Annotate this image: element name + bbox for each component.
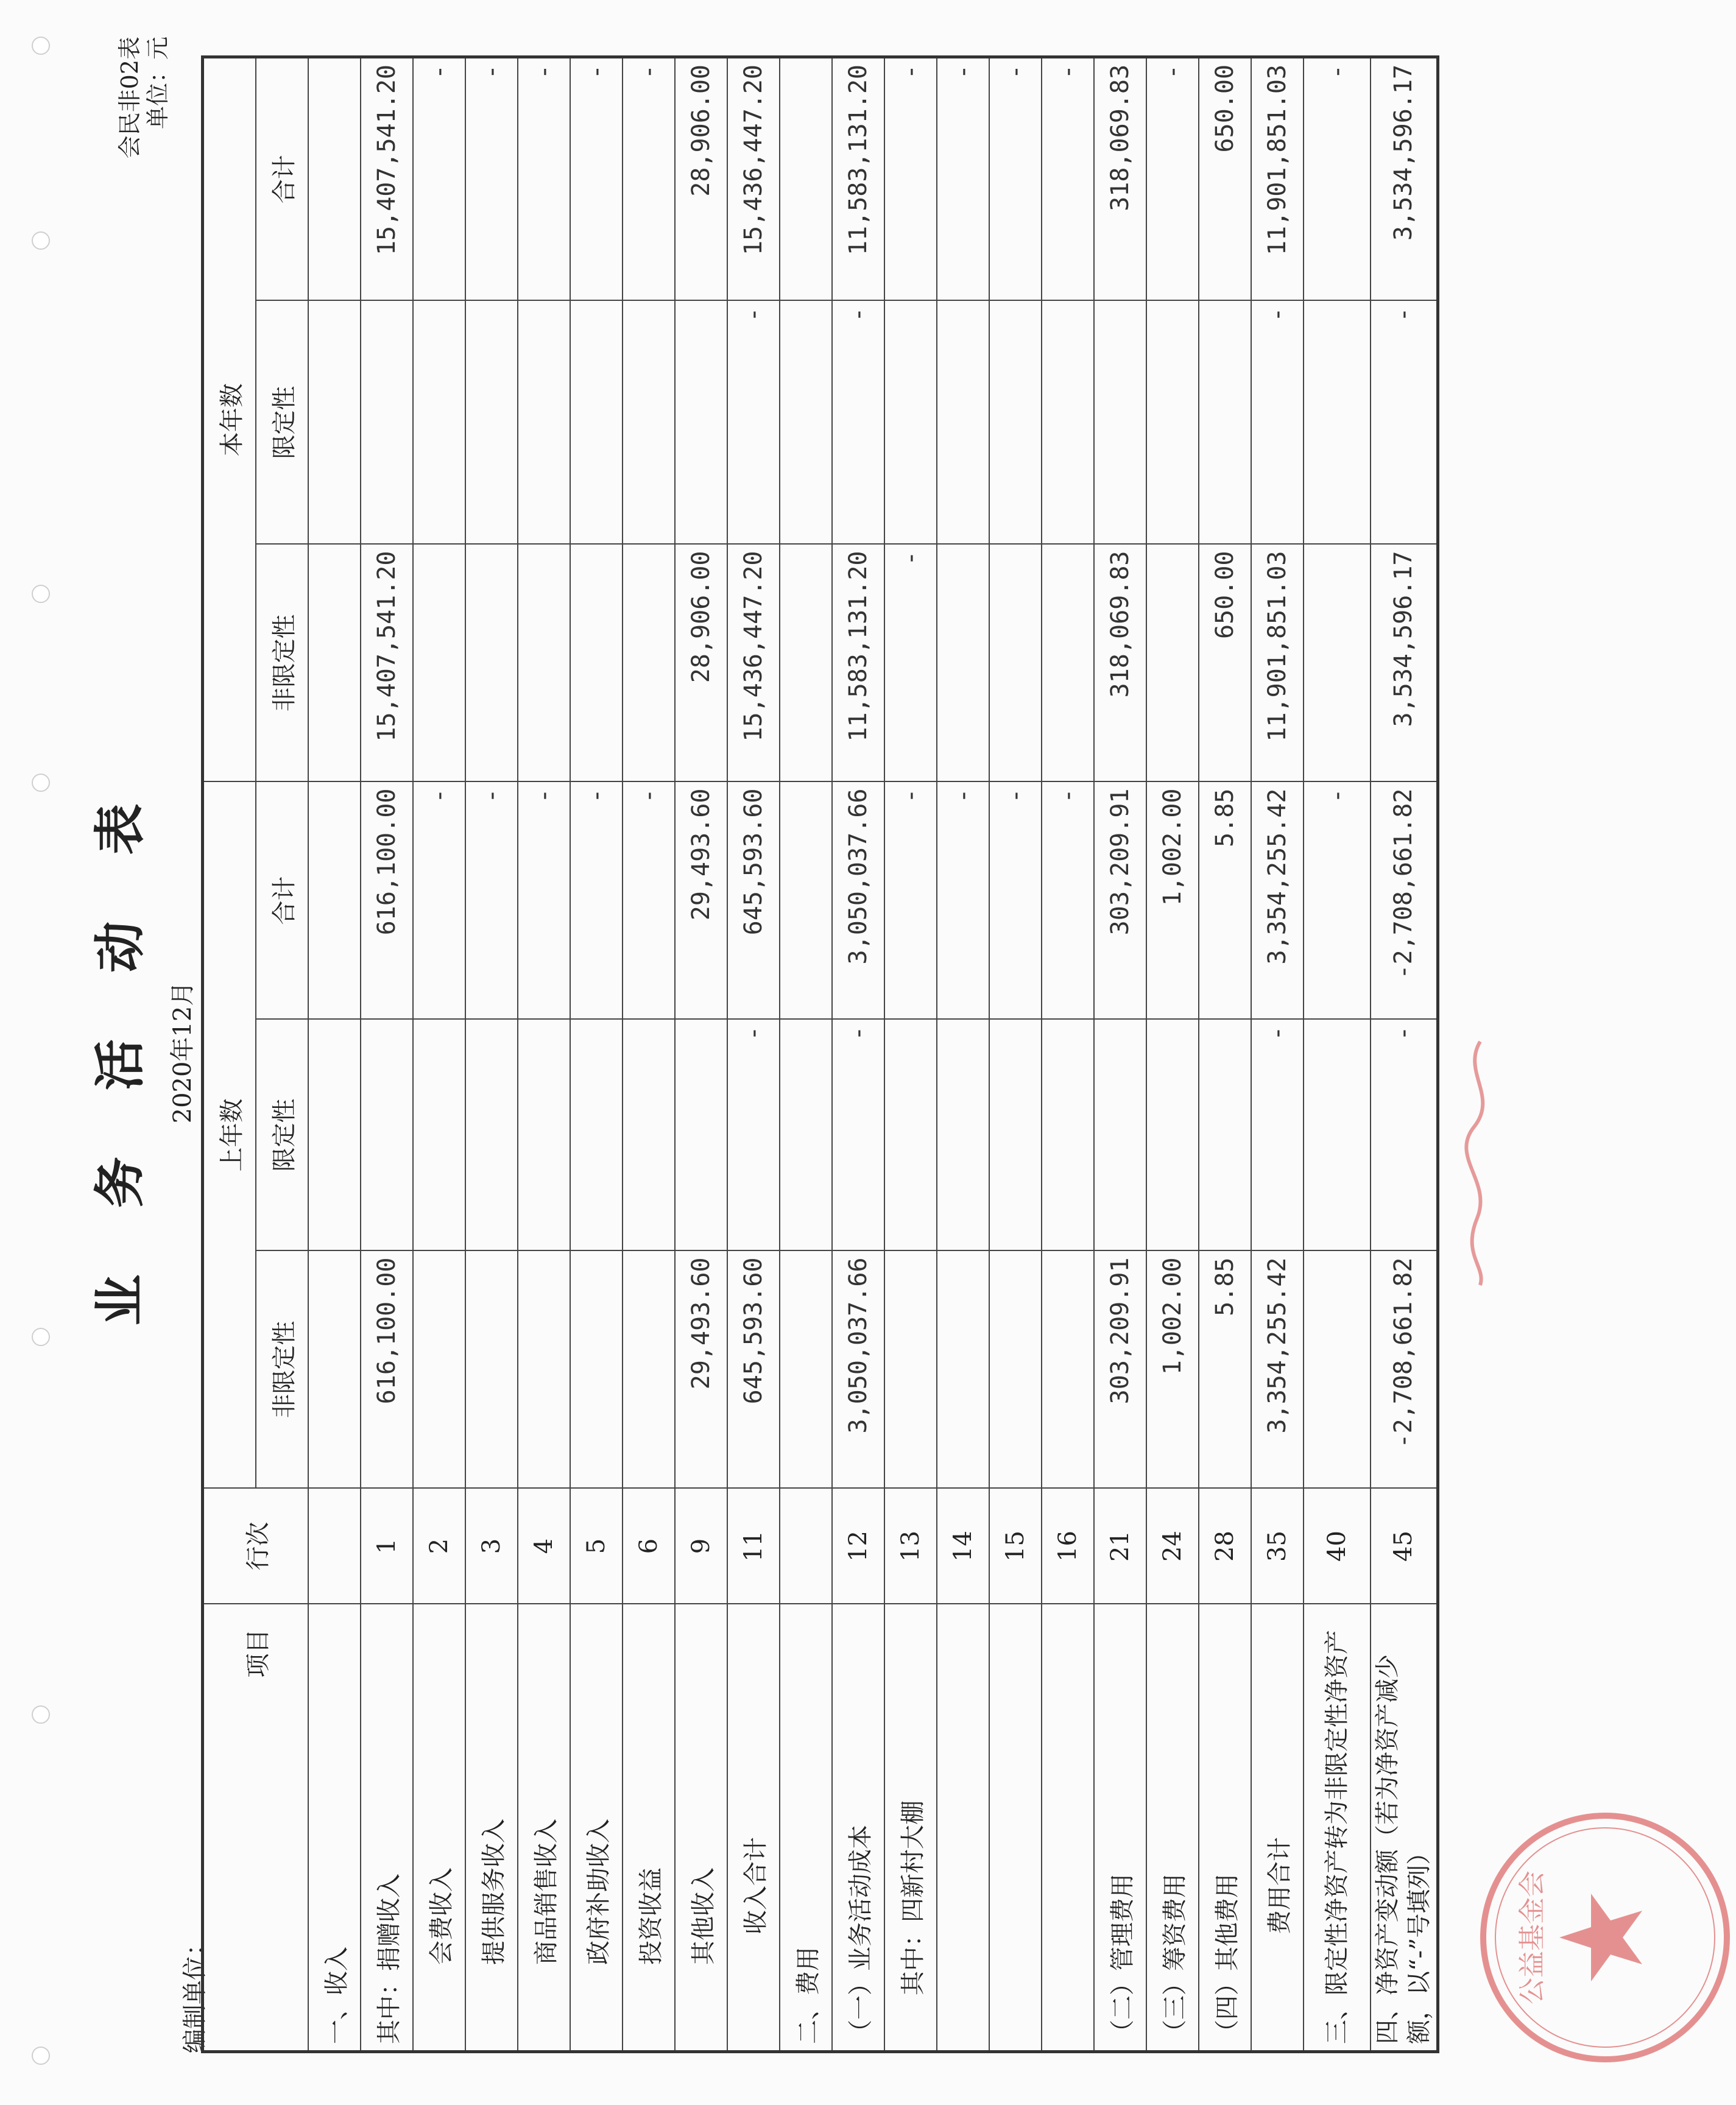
- prev-total-cell: -: [1304, 781, 1371, 1019]
- table-row: [727, 57, 780, 2051]
- cur-unrestricted-cell: 11,901,851.03: [1251, 544, 1304, 781]
- prev-total-cell: -: [884, 781, 937, 1019]
- prev-unrestricted-cell: 645,593.60: [727, 1251, 780, 1489]
- activity-table: [201, 55, 1439, 2053]
- cur-total-cell: [308, 57, 361, 300]
- form-code: 会民非02表: [116, 37, 143, 159]
- row-label: 投资收益: [623, 1604, 675, 2052]
- header-py-restricted: 限定性: [256, 1020, 308, 1251]
- prev-unrestricted-cell: 303,209.91: [1094, 1251, 1146, 1489]
- prev-restricted-cell: [1304, 1020, 1371, 1251]
- prev-total-cell: [308, 781, 361, 1019]
- table-row: [937, 57, 989, 2051]
- svg-text:公益基金会: 公益基金会: [1517, 1871, 1548, 2005]
- cur-total-cell: 3,534,596.17: [1371, 57, 1438, 300]
- unit-label: 单位：元: [144, 37, 171, 130]
- prev-restricted-cell: [937, 1020, 989, 1251]
- cur-total-cell: -: [989, 57, 1042, 300]
- cur-unrestricted-cell: 650.00: [1199, 544, 1251, 781]
- row-line-number: 2: [413, 1489, 465, 1604]
- cur-total-cell: -: [413, 57, 465, 300]
- prev-total-cell: -: [413, 781, 465, 1019]
- cur-total-cell: -: [465, 57, 518, 300]
- table-row: [1371, 57, 1438, 2051]
- row-line-number: 21: [1094, 1489, 1146, 1604]
- prev-unrestricted-cell: [570, 1251, 623, 1489]
- row-label: 费用合计: [1251, 1604, 1304, 2052]
- prev-unrestricted-cell: [308, 1251, 361, 1489]
- prev-restricted-cell: [623, 1020, 675, 1251]
- prev-unrestricted-cell: -2,708,661.82: [1371, 1251, 1438, 1489]
- form-code-block: [116, 37, 172, 158]
- table-row: [518, 57, 570, 2051]
- row-line-number: 12: [832, 1489, 884, 1604]
- row-label: 提供服务收入: [465, 1604, 518, 2052]
- compiler-label: 编制单位：: [181, 1931, 209, 2053]
- cur-total-cell: -: [570, 57, 623, 300]
- table-row: [884, 57, 937, 2051]
- cur-total-cell: -: [937, 57, 989, 300]
- cur-total-cell: -: [1304, 57, 1371, 300]
- row-line-number: 5: [570, 1489, 623, 1604]
- cur-restricted-cell: -: [1251, 300, 1304, 544]
- cur-restricted-cell: [1094, 300, 1146, 544]
- prev-total-cell: -: [570, 781, 623, 1019]
- prev-restricted-cell: -: [727, 1020, 780, 1251]
- row-label: 二、费用: [780, 1604, 832, 2052]
- table-row: [1199, 57, 1251, 2051]
- prev-total-cell: 29,493.60: [675, 781, 727, 1019]
- prev-unrestricted-cell: [413, 1251, 465, 1489]
- cur-unrestricted-cell: 28,906.00: [675, 544, 727, 781]
- header-row-1: [203, 57, 256, 2051]
- cur-total-cell: 15,407,541.20: [361, 57, 413, 300]
- row-line-number: 14: [937, 1489, 989, 1604]
- handwritten-mark: [1456, 1035, 1505, 1291]
- prev-unrestricted-cell: [465, 1251, 518, 1489]
- cur-total-cell: 15,436,447.20: [727, 57, 780, 300]
- row-line-number: 3: [465, 1489, 518, 1604]
- cur-total-cell: -: [518, 57, 570, 300]
- prev-total-cell: -: [989, 781, 1042, 1019]
- report-date: 2020年12月: [169, 981, 197, 1124]
- cur-total-cell: 11,583,131.20: [832, 57, 884, 300]
- row-label: 一、收入: [308, 1604, 361, 2052]
- prev-restricted-cell: -: [832, 1020, 884, 1251]
- table-row: [570, 57, 623, 2051]
- cur-unrestricted-cell: [1146, 544, 1199, 781]
- prev-restricted-cell: [675, 1020, 727, 1251]
- table-body: [308, 57, 1438, 2051]
- row-line-number: 9: [675, 1489, 727, 1604]
- cur-restricted-cell: -: [832, 300, 884, 544]
- header-line: 行次: [203, 1489, 309, 1604]
- cur-total-cell: 28,906.00: [675, 57, 727, 300]
- row-label: 三、限定性净资产转为非限定性净资产: [1304, 1604, 1371, 2052]
- cur-restricted-cell: [780, 300, 832, 544]
- prev-unrestricted-cell: [989, 1251, 1042, 1489]
- row-line-number: 15: [989, 1489, 1042, 1604]
- prev-restricted-cell: [1042, 1020, 1094, 1251]
- row-line-number: 1: [361, 1489, 413, 1604]
- official-seal: [1474, 1807, 1736, 2068]
- row-line-number: 4: [518, 1489, 570, 1604]
- prev-unrestricted-cell: 3,050,037.66: [832, 1251, 884, 1489]
- row-line-number: [308, 1489, 361, 1604]
- cur-restricted-cell: -: [727, 300, 780, 544]
- prev-unrestricted-cell: [780, 1251, 832, 1489]
- table-row: [413, 57, 465, 2051]
- row-label: 会费收入: [413, 1604, 465, 2052]
- row-line-number: 11: [727, 1489, 780, 1604]
- cur-restricted-cell: -: [1371, 300, 1438, 544]
- cur-total-cell: -: [623, 57, 675, 300]
- row-label: 其他收入: [675, 1604, 727, 2052]
- cur-total-cell: 650.00: [1199, 57, 1251, 300]
- row-label: （一）业务活动成本: [832, 1604, 884, 2052]
- prev-restricted-cell: [413, 1020, 465, 1251]
- header-prev-year: 上年数: [203, 781, 256, 1488]
- table-row: [361, 57, 413, 2051]
- header-cy-unrestricted: 非限定性: [256, 544, 308, 781]
- row-line-number: 35: [1251, 1489, 1304, 1604]
- cur-unrestricted-cell: [1304, 544, 1371, 781]
- row-line-number: 13: [884, 1489, 937, 1604]
- cur-restricted-cell: [989, 300, 1042, 544]
- prev-unrestricted-cell: 616,100.00: [361, 1251, 413, 1489]
- table-row: [1251, 57, 1304, 2051]
- cur-total-cell: -: [1042, 57, 1094, 300]
- prev-total-cell: 616,100.00: [361, 781, 413, 1019]
- row-line-number: 24: [1146, 1489, 1199, 1604]
- cur-unrestricted-cell: 11,583,131.20: [832, 544, 884, 781]
- cur-unrestricted-cell: [623, 544, 675, 781]
- cur-unrestricted-cell: [308, 544, 361, 781]
- header-cur-year: 本年数: [203, 57, 256, 781]
- table-row: [308, 57, 361, 2051]
- row-label: 收入合计: [727, 1604, 780, 2052]
- prev-total-cell: -: [623, 781, 675, 1019]
- prev-total-cell: 1,002.00: [1146, 781, 1199, 1019]
- cur-unrestricted-cell: [570, 544, 623, 781]
- table-row: [832, 57, 884, 2051]
- prev-restricted-cell: [1094, 1020, 1146, 1251]
- cur-unrestricted-cell: [413, 544, 465, 781]
- row-label: （二）管理费用: [1094, 1604, 1146, 2052]
- prev-unrestricted-cell: 29,493.60: [675, 1251, 727, 1489]
- cur-restricted-cell: [465, 300, 518, 544]
- header-cy-total: 合计: [256, 57, 308, 300]
- cur-restricted-cell: [623, 300, 675, 544]
- header-py-unrestricted: 非限定性: [256, 1251, 308, 1489]
- row-label: 政府补助收入: [570, 1604, 623, 2052]
- cur-unrestricted-cell: 15,407,541.20: [361, 544, 413, 781]
- cur-unrestricted-cell: [937, 544, 989, 781]
- cur-restricted-cell: [413, 300, 465, 544]
- cur-unrestricted-cell: 318,069.83: [1094, 544, 1146, 781]
- table-row: [989, 57, 1042, 2051]
- cur-restricted-cell: [1042, 300, 1094, 544]
- table-row: [623, 57, 675, 2051]
- table-row: [780, 57, 832, 2051]
- cur-unrestricted-cell: [989, 544, 1042, 781]
- row-label: （四）其他费用: [1199, 1604, 1251, 2052]
- cur-unrestricted-cell: 3,534,596.17: [1371, 544, 1438, 781]
- cur-unrestricted-cell: -: [884, 544, 937, 781]
- header-py-total: 合计: [256, 781, 308, 1019]
- prev-total-cell: -: [937, 781, 989, 1019]
- row-line-number: 16: [1042, 1489, 1094, 1604]
- document-title: 业 务 活 动 表: [90, 779, 150, 1326]
- cur-unrestricted-cell: [1042, 544, 1094, 781]
- prev-total-cell: 303,209.91: [1094, 781, 1146, 1019]
- prev-unrestricted-cell: [518, 1251, 570, 1489]
- prev-unrestricted-cell: [937, 1251, 989, 1489]
- cur-total-cell: 11,901,851.03: [1251, 57, 1304, 300]
- prev-restricted-cell: -: [1251, 1020, 1304, 1251]
- cur-total-cell: 318,069.83: [1094, 57, 1146, 300]
- row-line-number: 28: [1199, 1489, 1251, 1604]
- cur-restricted-cell: [1146, 300, 1199, 544]
- row-line-number: [780, 1489, 832, 1604]
- row-label: [1042, 1604, 1094, 2052]
- prev-total-cell: -: [465, 781, 518, 1019]
- cur-restricted-cell: [361, 300, 413, 544]
- cur-restricted-cell: [570, 300, 623, 544]
- table-row: [1146, 57, 1199, 2051]
- cur-restricted-cell: [937, 300, 989, 544]
- prev-unrestricted-cell: [884, 1251, 937, 1489]
- prev-restricted-cell: [361, 1020, 413, 1251]
- prev-restricted-cell: [1146, 1020, 1199, 1251]
- prev-total-cell: -: [518, 781, 570, 1019]
- prev-restricted-cell: [465, 1020, 518, 1251]
- prev-total-cell: -2,708,661.82: [1371, 781, 1438, 1019]
- row-line-number: 45: [1371, 1489, 1438, 1604]
- cur-restricted-cell: [884, 300, 937, 544]
- row-line-number: 6: [623, 1489, 675, 1604]
- cur-unrestricted-cell: 15,436,447.20: [727, 544, 780, 781]
- prev-total-cell: 3,354,255.42: [1251, 781, 1304, 1019]
- prev-total-cell: [780, 781, 832, 1019]
- table-row: [465, 57, 518, 2051]
- prev-unrestricted-cell: 1,002.00: [1146, 1251, 1199, 1489]
- cur-restricted-cell: [308, 300, 361, 544]
- prev-total-cell: 3,050,037.66: [832, 781, 884, 1019]
- table-row: [675, 57, 727, 2051]
- prev-restricted-cell: [518, 1020, 570, 1251]
- prev-restricted-cell: [884, 1020, 937, 1251]
- prev-restricted-cell: [570, 1020, 623, 1251]
- cur-unrestricted-cell: [518, 544, 570, 781]
- prev-total-cell: 645,593.60: [727, 781, 780, 1019]
- cur-restricted-cell: [1304, 300, 1371, 544]
- cur-restricted-cell: [518, 300, 570, 544]
- row-label: [937, 1604, 989, 2052]
- prev-restricted-cell: [780, 1020, 832, 1251]
- header-item: 项目: [203, 1604, 309, 2052]
- prev-restricted-cell: [1199, 1020, 1251, 1251]
- table-row: [1304, 57, 1371, 2051]
- row-label: 四、净资产变动额（若为净资产减少额，以“-”号填列）: [1371, 1604, 1438, 2052]
- row-label: 商品销售收入: [518, 1604, 570, 2052]
- row-label: 其中：四新村大棚: [884, 1604, 937, 2052]
- prev-total-cell: 5.85: [1199, 781, 1251, 1019]
- cur-total-cell: [780, 57, 832, 300]
- cur-restricted-cell: [675, 300, 727, 544]
- prev-restricted-cell: [308, 1020, 361, 1251]
- header-cy-restricted: 限定性: [256, 300, 308, 544]
- prev-unrestricted-cell: [1042, 1251, 1094, 1489]
- prev-total-cell: -: [1042, 781, 1094, 1019]
- cur-restricted-cell: [1199, 300, 1251, 544]
- prev-unrestricted-cell: [1304, 1251, 1371, 1489]
- prev-restricted-cell: [989, 1020, 1042, 1251]
- cur-unrestricted-cell: [465, 544, 518, 781]
- prev-unrestricted-cell: 5.85: [1199, 1251, 1251, 1489]
- prev-restricted-cell: -: [1371, 1020, 1438, 1251]
- row-label: （三）筹资费用: [1146, 1604, 1199, 2052]
- cur-total-cell: -: [884, 57, 937, 300]
- prev-unrestricted-cell: 3,354,255.42: [1251, 1251, 1304, 1489]
- prev-unrestricted-cell: [623, 1251, 675, 1489]
- table-row: [1042, 57, 1094, 2051]
- row-label: 其中：捐赠收入: [361, 1604, 413, 2052]
- table-row: [1094, 57, 1146, 2051]
- cur-total-cell: -: [1146, 57, 1199, 300]
- cur-unrestricted-cell: [780, 544, 832, 781]
- row-line-number: 40: [1304, 1489, 1371, 1604]
- row-label: [989, 1604, 1042, 2052]
